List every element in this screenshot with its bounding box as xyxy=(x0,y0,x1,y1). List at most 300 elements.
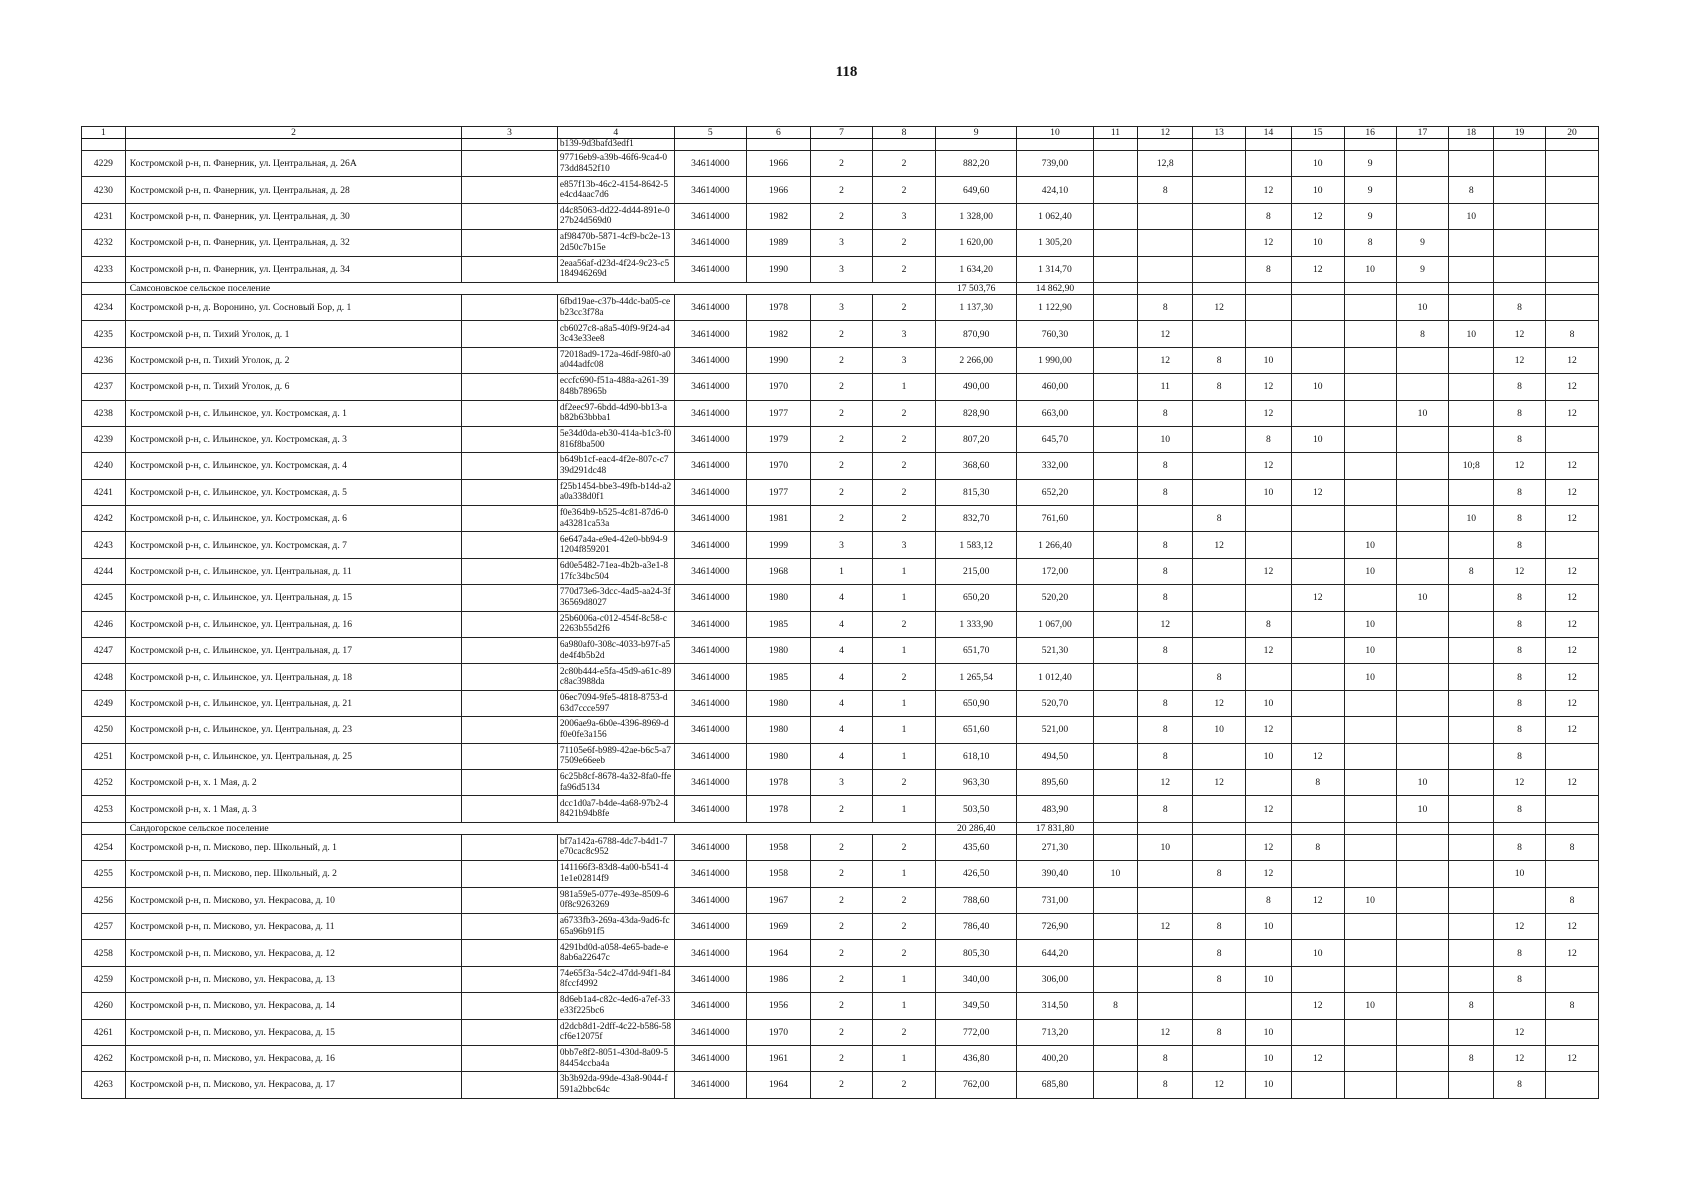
table-cell xyxy=(1291,321,1344,347)
table-row xyxy=(82,230,1599,256)
table-cell xyxy=(1093,1045,1138,1071)
table-cell: 2 xyxy=(872,913,935,939)
table-cell xyxy=(1246,822,1292,834)
building-guid-cell: a6733fb3-269a-43da-9ad6-fc65a96b91f5 xyxy=(557,913,674,939)
table-cell: 34614000 xyxy=(674,374,746,400)
column-header: 9 xyxy=(936,127,1017,139)
table-cell: 1980 xyxy=(746,585,810,611)
table-cell xyxy=(1093,347,1138,373)
table-cell: 4 xyxy=(810,743,872,769)
table-cell xyxy=(1138,993,1193,1019)
subtotal-total-area: 17 503,76 xyxy=(936,282,1017,294)
table-cell: 8 xyxy=(1449,993,1494,1019)
table-cell: 10 xyxy=(1344,664,1396,690)
table-cell: 12 xyxy=(1494,453,1546,479)
address-cell: Костромской р-н, п. Мисково, пер. Школьный, д. 2 xyxy=(125,861,462,887)
column-header: 15 xyxy=(1291,127,1344,139)
address-cell: Костромской р-н, с. Ильинское, ул. Костромская, д. 6 xyxy=(125,506,462,532)
table-cell: 1985 xyxy=(746,664,810,690)
table-cell: 895,60 xyxy=(1017,769,1093,795)
table-cell: 11 xyxy=(1138,374,1193,400)
table-cell xyxy=(1291,400,1344,426)
address-cell: Костромской р-н, с. Ильинское, ул. Центральная, д. 18 xyxy=(125,664,462,690)
table-cell: 3 xyxy=(872,203,935,229)
table-cell: 8 xyxy=(1138,585,1193,611)
table-cell xyxy=(1396,664,1449,690)
table-cell: 8 xyxy=(1138,177,1193,203)
table-cell xyxy=(462,479,558,505)
table-cell xyxy=(1246,940,1292,966)
table-cell xyxy=(1093,321,1138,347)
table-cell: 10 xyxy=(1246,913,1292,939)
table-cell: 8 xyxy=(1494,966,1546,992)
table-cell xyxy=(1193,743,1246,769)
table-cell: 4 xyxy=(810,690,872,716)
table-cell: 8 xyxy=(1138,796,1193,822)
table-cell: 4 xyxy=(810,717,872,743)
table-cell xyxy=(462,230,558,256)
row-number-cell: 4229 xyxy=(82,151,126,177)
table-cell xyxy=(462,769,558,795)
table-cell: 12 xyxy=(1545,400,1598,426)
table-cell xyxy=(1193,139,1246,151)
table-cell: 8 xyxy=(1138,717,1193,743)
table-cell: 8 xyxy=(1494,400,1546,426)
table-cell xyxy=(462,321,558,347)
table-cell xyxy=(1449,834,1494,860)
table-cell: 8 xyxy=(1494,743,1546,769)
table-cell xyxy=(1138,861,1193,887)
table-cell: 490,00 xyxy=(936,374,1017,400)
table-cell xyxy=(462,664,558,690)
table-cell xyxy=(1291,913,1344,939)
table-cell: 1966 xyxy=(746,177,810,203)
page-number: 118 xyxy=(835,64,858,80)
column-header: 13 xyxy=(1193,127,1246,139)
table-row xyxy=(82,638,1599,664)
table-cell: 1956 xyxy=(746,993,810,1019)
table-cell xyxy=(1138,506,1193,532)
table-cell xyxy=(1093,769,1138,795)
table-cell: 34614000 xyxy=(674,834,746,860)
table-cell xyxy=(462,940,558,966)
table-cell xyxy=(1396,374,1449,400)
table-cell: 8 xyxy=(1193,913,1246,939)
table-cell xyxy=(1093,506,1138,532)
table-cell: 12 xyxy=(1138,611,1193,637)
table-cell xyxy=(1093,887,1138,913)
table-cell: 963,30 xyxy=(936,769,1017,795)
building-guid-cell: df2eec97-6bdd-4d90-bb13-ab82b63bbba1 xyxy=(557,400,674,426)
address-cell: Костромской р-н, п. Тихий Уголок, д. 6 xyxy=(125,374,462,400)
table-cell xyxy=(1138,256,1193,282)
table-cell: 10 xyxy=(1093,861,1138,887)
building-guid-cell: d2dcb8d1-2dff-4c22-b586-58cf6e12075f xyxy=(557,1019,674,1045)
table-body xyxy=(82,127,1599,1099)
table-cell: 34614000 xyxy=(674,887,746,913)
table-cell: 739,00 xyxy=(1017,151,1093,177)
address-cell: Костромской р-н, с. Ильинское, ул. Центральная, д. 17 xyxy=(125,638,462,664)
table-cell: 1980 xyxy=(746,638,810,664)
table-cell: 34614000 xyxy=(674,690,746,716)
table-cell: 1968 xyxy=(746,558,810,584)
address-cell: Костромской р-н, п. Мисково, ул. Некрасова, д. 13 xyxy=(125,966,462,992)
table-cell: 332,00 xyxy=(1017,453,1093,479)
table-cell xyxy=(1193,400,1246,426)
continuation-row xyxy=(82,139,1599,151)
table-cell: 306,00 xyxy=(1017,966,1093,992)
table-cell xyxy=(1449,664,1494,690)
building-guid-cell: 770d73e6-3dcc-4ad5-aa24-3f36569d8027 xyxy=(557,585,674,611)
table-cell xyxy=(1291,966,1344,992)
table-cell xyxy=(1344,139,1396,151)
address-cell: Костромской р-н, с. Ильинское, ул. Костромская, д. 5 xyxy=(125,479,462,505)
table-cell: 10 xyxy=(1344,993,1396,1019)
table-cell: 1 122,90 xyxy=(1017,294,1093,320)
table-cell: 10 xyxy=(1193,717,1246,743)
table-row xyxy=(82,585,1599,611)
table-cell: 12 xyxy=(1291,585,1344,611)
table-cell: 4 xyxy=(810,585,872,611)
table-cell: 9 xyxy=(1396,230,1449,256)
table-cell: 832,70 xyxy=(936,506,1017,532)
table-cell: 521,00 xyxy=(1017,717,1093,743)
table-cell xyxy=(1093,743,1138,769)
table-cell xyxy=(1494,203,1546,229)
table-cell: 8 xyxy=(1193,966,1246,992)
address-cell: Костромской р-н, п. Тихий Уголок, д. 1 xyxy=(125,321,462,347)
table-cell xyxy=(1449,347,1494,373)
table-cell xyxy=(1344,479,1396,505)
table-cell xyxy=(462,294,558,320)
table-cell xyxy=(1093,690,1138,716)
table-cell xyxy=(1545,822,1598,834)
table-cell xyxy=(462,834,558,860)
building-guid-cell: d4c85063-dd22-4d44-891e-027b24d569d0 xyxy=(557,203,674,229)
table-cell: 12 xyxy=(1193,1072,1246,1098)
table-cell: 1 062,40 xyxy=(1017,203,1093,229)
table-cell: 8 xyxy=(1291,834,1344,860)
table-cell: 8 xyxy=(1449,1045,1494,1071)
table-cell xyxy=(1396,887,1449,913)
table-cell: 8 xyxy=(1138,479,1193,505)
column-header: 10 xyxy=(1017,127,1093,139)
address-cell: Костромской р-н, д. Воронино, ул. Сосновый Бор, д. 1 xyxy=(125,294,462,320)
building-guid-cell: 25b6006a-c012-454f-8c58-c2263b55d2f6 xyxy=(557,611,674,637)
table-cell: 1964 xyxy=(746,1072,810,1098)
table-cell: 9 xyxy=(1396,256,1449,282)
table-cell: 1964 xyxy=(746,940,810,966)
table-cell xyxy=(1093,479,1138,505)
table-cell xyxy=(462,347,558,373)
table-cell: 663,00 xyxy=(1017,400,1093,426)
table-cell: 8 xyxy=(1246,256,1292,282)
table-cell: 10 xyxy=(1246,1045,1292,1071)
table-cell: 12 xyxy=(1545,690,1598,716)
table-cell xyxy=(1396,834,1449,860)
table-row xyxy=(82,426,1599,452)
table-cell: 460,00 xyxy=(1017,374,1093,400)
table-cell xyxy=(462,532,558,558)
table-cell xyxy=(1344,717,1396,743)
table-cell: 12 xyxy=(1494,321,1546,347)
table-cell xyxy=(1449,690,1494,716)
table-cell: 1 990,00 xyxy=(1017,347,1093,373)
table-cell: 1986 xyxy=(746,966,810,992)
table-cell: 4 xyxy=(810,638,872,664)
row-number-cell: 4256 xyxy=(82,887,126,913)
row-number-cell: 4259 xyxy=(82,966,126,992)
table-row xyxy=(82,913,1599,939)
table-cell xyxy=(1093,400,1138,426)
table-cell: 34614000 xyxy=(674,426,746,452)
table-cell: 2 xyxy=(810,887,872,913)
table-cell: 34614000 xyxy=(674,321,746,347)
table-cell: 2 xyxy=(810,1019,872,1045)
table-cell xyxy=(462,1045,558,1071)
table-cell xyxy=(1093,282,1138,294)
table-cell: 12 xyxy=(1246,796,1292,822)
table-cell xyxy=(1193,558,1246,584)
table-cell xyxy=(1344,1019,1396,1045)
table-cell xyxy=(1093,558,1138,584)
row-number-cell: 4250 xyxy=(82,717,126,743)
table-cell: 12 xyxy=(1246,230,1292,256)
table-cell: 1967 xyxy=(746,887,810,913)
table-cell: 1 634,20 xyxy=(936,256,1017,282)
table-cell xyxy=(936,139,1017,151)
table-cell: 12 xyxy=(1494,347,1546,373)
table-cell: 2 xyxy=(810,966,872,992)
table-cell: 34614000 xyxy=(674,966,746,992)
table-cell xyxy=(1291,347,1344,373)
table-cell xyxy=(1193,834,1246,860)
table-cell: 788,60 xyxy=(936,887,1017,913)
table-cell xyxy=(1093,585,1138,611)
table-cell xyxy=(1093,940,1138,966)
table-cell xyxy=(1193,796,1246,822)
table-cell: 8 xyxy=(1138,690,1193,716)
table-cell: 10 xyxy=(1291,151,1344,177)
table-cell xyxy=(1449,611,1494,637)
table-cell: 1978 xyxy=(746,294,810,320)
table-cell xyxy=(125,139,462,151)
table-cell xyxy=(1494,177,1546,203)
table-cell: 2 xyxy=(810,993,872,1019)
table-cell: 2 xyxy=(810,151,872,177)
table-cell xyxy=(1093,1019,1138,1045)
table-cell: 1 333,90 xyxy=(936,611,1017,637)
column-header: 12 xyxy=(1138,127,1193,139)
table-cell: 2 xyxy=(810,940,872,966)
table-cell: 34614000 xyxy=(674,532,746,558)
table-cell xyxy=(1193,256,1246,282)
table-cell: 12 xyxy=(1494,769,1546,795)
table-cell: 1990 xyxy=(746,256,810,282)
column-header: 5 xyxy=(674,127,746,139)
table-cell xyxy=(1291,532,1344,558)
table-cell: 521,30 xyxy=(1017,638,1093,664)
table-cell xyxy=(1396,282,1449,294)
table-cell xyxy=(1291,638,1344,664)
table-cell: 1 583,12 xyxy=(936,532,1017,558)
building-guid-cell: af98470b-5871-4cf9-bc2e-132d50c7b15e xyxy=(557,230,674,256)
table-cell: 34614000 xyxy=(674,506,746,532)
table-cell: 2 xyxy=(872,940,935,966)
table-cell: 2 xyxy=(872,506,935,532)
table-cell xyxy=(1138,822,1193,834)
table-cell: 1970 xyxy=(746,1019,810,1045)
table-cell: 1 xyxy=(872,638,935,664)
table-cell: 8 xyxy=(1291,769,1344,795)
table-cell: 8 xyxy=(1396,321,1449,347)
table-cell xyxy=(1246,506,1292,532)
table-cell xyxy=(1093,177,1138,203)
table-cell: 1982 xyxy=(746,321,810,347)
table-cell: 34614000 xyxy=(674,558,746,584)
table-cell xyxy=(462,426,558,452)
table-cell: 1 xyxy=(872,796,935,822)
table-cell: 34614000 xyxy=(674,347,746,373)
table-cell xyxy=(1449,400,1494,426)
table-cell: 12 xyxy=(1193,532,1246,558)
table-cell xyxy=(1545,256,1598,282)
subtotal-total-area: 20 286,40 xyxy=(936,822,1017,834)
row-number-cell: 4235 xyxy=(82,321,126,347)
address-cell: Костромской р-н, с. Ильинское, ул. Центральная, д. 15 xyxy=(125,585,462,611)
table-cell: 12 xyxy=(1494,913,1546,939)
table-row xyxy=(82,151,1599,177)
table-cell: 8 xyxy=(1494,796,1546,822)
table-cell xyxy=(1396,743,1449,769)
table-cell: 807,20 xyxy=(936,426,1017,452)
table-cell: 368,60 xyxy=(936,453,1017,479)
table-cell xyxy=(1545,532,1598,558)
table-row xyxy=(82,532,1599,558)
table-cell xyxy=(1344,966,1396,992)
building-guid-cell: 2c80b444-e5fa-45d9-a61c-89c8ac3988da xyxy=(557,664,674,690)
table-cell: 10 xyxy=(1396,294,1449,320)
table-cell: 786,40 xyxy=(936,913,1017,939)
table-cell: 12 xyxy=(1545,611,1598,637)
table-cell xyxy=(1396,861,1449,887)
building-guid-cell: 6e647a4a-e9e4-42e0-bb94-91204f859201 xyxy=(557,532,674,558)
table-cell: 2 xyxy=(872,400,935,426)
row-number-cell: 4239 xyxy=(82,426,126,452)
table-cell: 1990 xyxy=(746,347,810,373)
table-row xyxy=(82,177,1599,203)
table-cell: 2 xyxy=(810,321,872,347)
table-cell: 314,50 xyxy=(1017,993,1093,1019)
table-cell: 12 xyxy=(1545,664,1598,690)
table-cell: 815,30 xyxy=(936,479,1017,505)
address-cell: Костромской р-н, п. Мисково, ул. Некрасова, д. 11 xyxy=(125,913,462,939)
table-cell xyxy=(1396,151,1449,177)
table-cell: 34614000 xyxy=(674,585,746,611)
table-cell xyxy=(1449,374,1494,400)
table-cell xyxy=(1344,861,1396,887)
table-cell xyxy=(1396,426,1449,452)
table-cell xyxy=(1291,282,1344,294)
table-row xyxy=(82,321,1599,347)
table-cell: 8 xyxy=(1449,558,1494,584)
table-cell: 12 xyxy=(1138,1019,1193,1045)
table-cell: 618,10 xyxy=(936,743,1017,769)
table-row xyxy=(82,479,1599,505)
table-cell: 2 xyxy=(810,347,872,373)
table-cell: 12 xyxy=(1545,769,1598,795)
table-cell: 34614000 xyxy=(674,294,746,320)
table-cell: 2 xyxy=(872,479,935,505)
table-cell: 2 xyxy=(810,177,872,203)
table-cell: 8 xyxy=(1193,1019,1246,1045)
table-cell xyxy=(1545,151,1598,177)
row-number-cell: 4243 xyxy=(82,532,126,558)
table-cell: 3 xyxy=(810,256,872,282)
table-cell xyxy=(1093,638,1138,664)
table-cell xyxy=(1545,426,1598,452)
table-cell: 34614000 xyxy=(674,717,746,743)
table-cell: 10 xyxy=(1291,940,1344,966)
table-cell xyxy=(1193,638,1246,664)
table-cell xyxy=(1344,585,1396,611)
table-cell: 34614000 xyxy=(674,177,746,203)
table-cell xyxy=(462,506,558,532)
table-cell: 3 xyxy=(810,230,872,256)
table-cell: 10 xyxy=(1344,532,1396,558)
table-cell: 12 xyxy=(1138,347,1193,373)
table-cell: 828,90 xyxy=(936,400,1017,426)
table-cell: 8 xyxy=(1494,940,1546,966)
table-cell: 805,30 xyxy=(936,940,1017,966)
table-row xyxy=(82,203,1599,229)
row-number-cell: 4245 xyxy=(82,585,126,611)
column-header: 7 xyxy=(810,127,872,139)
table-cell: 12 xyxy=(1545,374,1598,400)
table-cell: 2 xyxy=(872,664,935,690)
table-cell xyxy=(1449,294,1494,320)
table-cell xyxy=(462,743,558,769)
table-cell: 10 xyxy=(1291,374,1344,400)
table-cell xyxy=(1344,1045,1396,1071)
table-cell: 8 xyxy=(1494,506,1546,532)
table-cell: 12 xyxy=(1246,834,1292,860)
table-cell xyxy=(746,139,810,151)
building-guid-cell: 5e34d0da-eb30-414a-b1c3-f0816f8ba500 xyxy=(557,426,674,452)
table-cell xyxy=(1494,282,1546,294)
row-number-cell: 4237 xyxy=(82,374,126,400)
table-cell: 8 xyxy=(1494,374,1546,400)
table-cell: 494,50 xyxy=(1017,743,1093,769)
table-cell: 8 xyxy=(1494,834,1546,860)
table-cell xyxy=(1291,1019,1344,1045)
building-guid-cell: eccfc690-f51a-488a-a261-39848b78965b xyxy=(557,374,674,400)
table-cell: 8 xyxy=(1494,1072,1546,1098)
address-cell: Костромской р-н, с. Ильинское, ул. Центральная, д. 21 xyxy=(125,690,462,716)
table-cell xyxy=(1246,769,1292,795)
table-row xyxy=(82,294,1599,320)
table-cell: 1 xyxy=(872,1045,935,1071)
table-cell: 34614000 xyxy=(674,479,746,505)
row-number-cell: 4253 xyxy=(82,796,126,822)
column-header: 11 xyxy=(1093,127,1138,139)
table-cell xyxy=(462,374,558,400)
table-cell xyxy=(1093,611,1138,637)
table-cell xyxy=(1449,1019,1494,1045)
table-cell: 1985 xyxy=(746,611,810,637)
table-cell xyxy=(1449,717,1494,743)
table-cell xyxy=(1344,400,1396,426)
